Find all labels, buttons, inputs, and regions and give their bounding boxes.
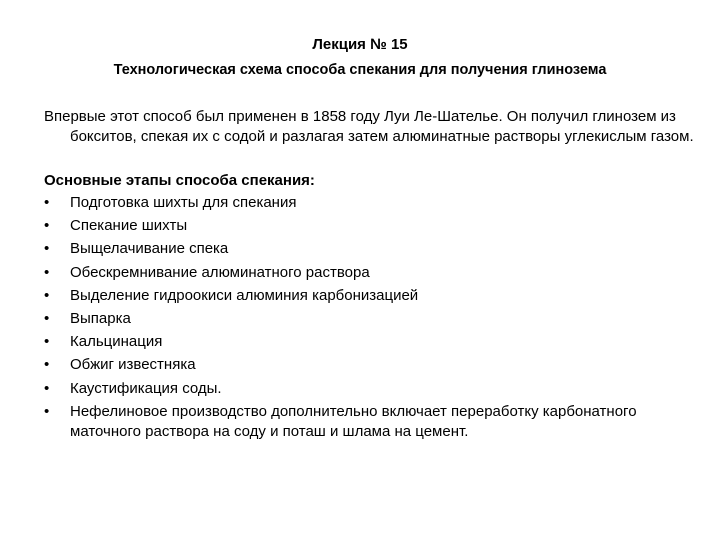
stage-text: Выщелачивание спека (70, 240, 229, 258)
bullet-icon: • (44, 309, 50, 327)
stage-item (44, 286, 694, 306)
lecture-number: Лекция № 15 (312, 36, 408, 53)
stage-item (44, 193, 694, 213)
intro-paragraph: Впервые этот способ был применен в 1858 году Луи Ле-Шателье. Он получил глинозем из бокситов, спекая их с содой и разлагая затем алюминатные растворы углекислым газом. (44, 108, 694, 145)
stage-item (44, 239, 694, 259)
stage-text: Выделение гидроокиси алюминия карбонизацией (70, 286, 419, 304)
bullet-icon: • (44, 379, 50, 397)
stage-text: Обескремнивание алюминатного раствора (70, 263, 370, 281)
stage-item (44, 263, 694, 283)
stage-item (44, 332, 694, 352)
stage-item (44, 355, 694, 375)
bullet-icon: • (44, 240, 50, 258)
bullet-icon: • (44, 333, 50, 351)
bullet-icon: • (44, 217, 50, 235)
stages-heading: Основные этапы способа спекания: (44, 172, 315, 189)
stages-list (44, 193, 694, 445)
stage-text: Нефелиновое производство дополнительно включает переработку карбонатного маточного раствора на соду и поташ и шлама на цемент. (70, 402, 637, 440)
stage-text: Спекание шихты (70, 217, 188, 235)
stage-text: Обжиг известняка (70, 356, 196, 374)
stage-item (44, 216, 694, 236)
bullet-icon: • (44, 194, 50, 211)
bullet-icon: • (44, 402, 50, 420)
stage-text: Кальцинация (70, 333, 163, 351)
bullet-icon: • (44, 356, 50, 374)
bullet-icon: • (44, 263, 50, 281)
stage-text: Выпарка (70, 309, 131, 327)
slide-title: Технологическая схема способа спекания для получения глинозема (113, 62, 607, 78)
stage-item (44, 379, 694, 399)
stage-item (44, 402, 694, 442)
bullet-icon: • (44, 286, 50, 304)
stage-text: Подготовка шихты для спекания (70, 194, 297, 211)
stage-text: Каустификация соды. (70, 379, 222, 397)
stage-item (44, 309, 694, 329)
